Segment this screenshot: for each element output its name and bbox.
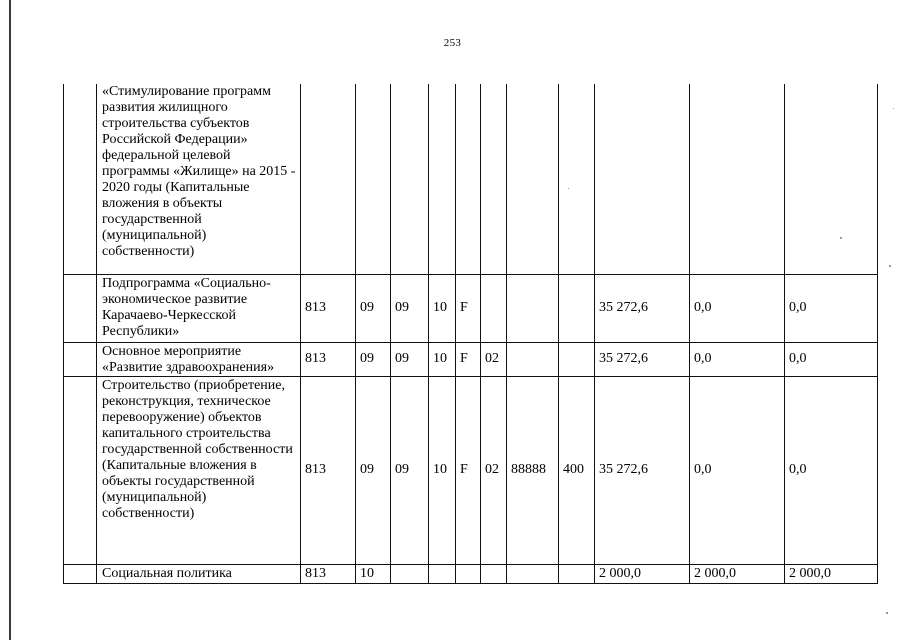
amount-year-3: 2 000,0 bbox=[785, 564, 878, 583]
section-code bbox=[356, 84, 391, 274]
subsection-code bbox=[391, 564, 429, 583]
amount-year-1 bbox=[595, 84, 690, 274]
event-code bbox=[481, 564, 507, 583]
row-name: Социальная политика bbox=[97, 564, 301, 583]
amount-year-1: 35 272,6 bbox=[595, 342, 690, 376]
program-letter bbox=[456, 84, 481, 274]
row-name: Основное мероприятие «Развитие здравоохранения» bbox=[97, 342, 301, 376]
ministry-code: 813 bbox=[301, 342, 356, 376]
amount-year-2: 2 000,0 bbox=[690, 564, 785, 583]
program-code: 10 bbox=[429, 342, 456, 376]
section-code: 09 bbox=[356, 342, 391, 376]
scan-speck bbox=[840, 237, 842, 239]
expense-type-code bbox=[559, 84, 595, 274]
amount-year-1: 2 000,0 bbox=[595, 564, 690, 583]
program-code bbox=[429, 564, 456, 583]
budget-table bbox=[63, 84, 878, 584]
program-letter: F bbox=[456, 342, 481, 376]
subsection-code: 09 bbox=[391, 376, 429, 564]
number-cell bbox=[64, 342, 97, 376]
page-number: 253 bbox=[443, 37, 462, 49]
table-row bbox=[64, 564, 878, 583]
scan-speck bbox=[886, 612, 888, 614]
scan-speck bbox=[893, 108, 894, 109]
amount-year-3: 0,0 bbox=[785, 376, 878, 564]
direction-code bbox=[507, 274, 559, 342]
event-code: 02 bbox=[481, 376, 507, 564]
amount-year-3 bbox=[785, 84, 878, 274]
program-code: 10 bbox=[429, 274, 456, 342]
expense-type-code bbox=[559, 274, 595, 342]
program-letter: F bbox=[456, 274, 481, 342]
amount-year-2 bbox=[690, 84, 785, 274]
section-code: 09 bbox=[356, 376, 391, 564]
amount-year-3: 0,0 bbox=[785, 274, 878, 342]
amount-year-1: 35 272,6 bbox=[595, 274, 690, 342]
scan-edge-line bbox=[9, 0, 11, 640]
program-letter bbox=[456, 564, 481, 583]
row-name: «Стимулирование программ развития жилищного строительства субъектов Российской Федерации» федеральной целевой программы «Жилище» на 2015 - 2020 годы (Капитальные вложения в объекты государственной (муниципальной) собственности) bbox=[97, 84, 301, 274]
expense-type-code bbox=[559, 564, 595, 583]
expense-type-code bbox=[559, 342, 595, 376]
amount-year-3: 0,0 bbox=[785, 342, 878, 376]
number-cell bbox=[64, 564, 97, 583]
direction-code bbox=[507, 564, 559, 583]
table-row bbox=[64, 342, 878, 376]
event-code bbox=[481, 274, 507, 342]
direction-code: 88888 bbox=[507, 376, 559, 564]
program-code bbox=[429, 84, 456, 274]
ministry-code: 813 bbox=[301, 564, 356, 583]
row-name: Подпрограмма «Социально-экономическое развитие Карачаево-Черкесской Республики» bbox=[97, 274, 301, 342]
section-code: 10 bbox=[356, 564, 391, 583]
ministry-code: 813 bbox=[301, 274, 356, 342]
amount-year-2: 0,0 bbox=[690, 376, 785, 564]
subsection-code: 09 bbox=[391, 342, 429, 376]
program-letter: F bbox=[456, 376, 481, 564]
subsection-code: 09 bbox=[391, 274, 429, 342]
section-code: 09 bbox=[356, 274, 391, 342]
ministry-code: 813 bbox=[301, 376, 356, 564]
amount-year-2: 0,0 bbox=[690, 342, 785, 376]
number-cell bbox=[64, 84, 97, 274]
subsection-code bbox=[391, 84, 429, 274]
table-row bbox=[64, 274, 878, 342]
number-cell bbox=[64, 274, 97, 342]
event-code: 02 bbox=[481, 342, 507, 376]
number-cell bbox=[64, 376, 97, 564]
scan-speck bbox=[889, 265, 891, 267]
program-code: 10 bbox=[429, 376, 456, 564]
ministry-code bbox=[301, 84, 356, 274]
scan-speck bbox=[568, 188, 569, 189]
table-row bbox=[64, 376, 878, 564]
event-code bbox=[481, 84, 507, 274]
direction-code bbox=[507, 342, 559, 376]
amount-year-2: 0,0 bbox=[690, 274, 785, 342]
amount-year-1: 35 272,6 bbox=[595, 376, 690, 564]
row-name: Строительство (приобретение, реконструкция, техническое перевооружение) объектов капитального строительства государственной собственности (Капитальные вложения в объекты государственной (муниципальной) собственности) bbox=[97, 376, 301, 564]
expense-type-code: 400 bbox=[559, 376, 595, 564]
table-row bbox=[64, 84, 878, 274]
direction-code bbox=[507, 84, 559, 274]
